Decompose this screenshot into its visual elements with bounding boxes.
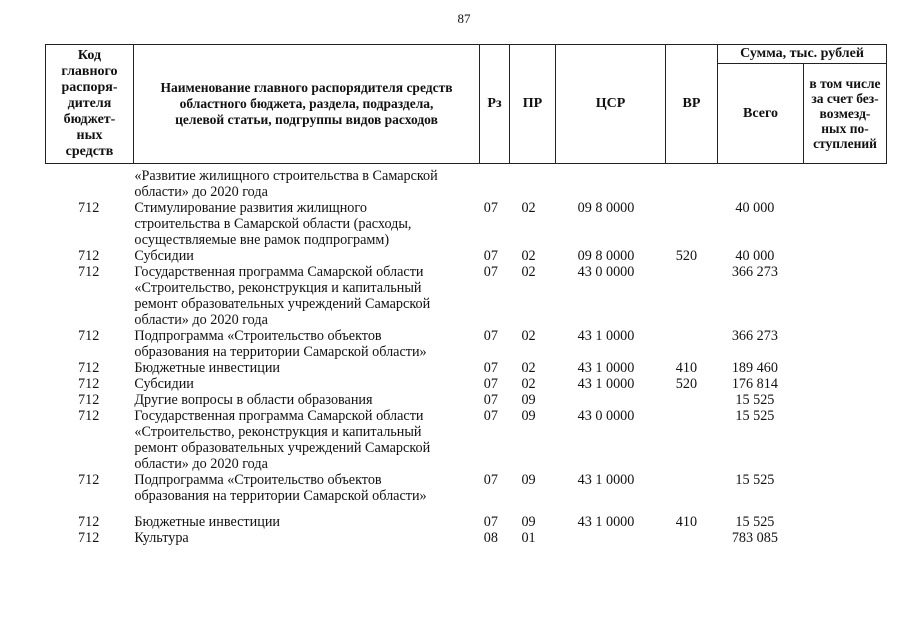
table-row: 712 Субсидии 07 02 43 1 0000 520 176 814 [78,376,778,392]
table-row: 712 Бюджетные инвестиции 07 02 43 1 0000 410 189 460 [78,360,778,376]
header-pr: ПР [510,45,556,164]
table-header [45,44,887,164]
header-code: Код главного распоря- дителя бюджет- ных средств [46,45,134,164]
header-sum: Сумма, тыс. рублей [718,45,887,64]
header-name: Наименование главного распорядителя средств областного бюджета, раздела, подраздела, целевой статьи, подгруппы видов расходов [134,45,480,164]
page-number: 87 [457,11,471,26]
table-row: 712 Государственная программа Самарской области «Строительство, реконструкция и капитальный ремонт образовательных учреждений Самарской области» до 2020 года 07 09 43 0 0000 15 525 [78,408,775,472]
header-free: в том числе за счет без- возмезд- ных по- ступлений [804,64,887,164]
table-row: «Развитие жилищного строительства в Самарской области» до 2020 года [134,168,438,200]
table-row: 712 Государственная программа Самарской области «Строительство, реконструкция и капитальный ремонт образовательных учреждений Самарской области» до 2020 года 07 02 43 0 0000 366 273 [78,264,778,328]
table-body [45,168,880,546]
table-row: 712 Субсидии 07 02 09 8 0000 520 40 000 [78,248,775,264]
table-row: 712 Культура 08 01 783 085 [78,530,778,546]
table-row: 712 Стимулирование развития жилищного строительства в Самарской области (расходы, осуществляемые вне рамок подпрограмм) 07 02 09 8 0000 40 000 [78,200,775,248]
header-rz: Рз [480,45,510,164]
table-row: 712 Подпрограмма «Строительство объектов образования на территории Самарской области» 07 02 43 1 0000 366 273 [78,328,778,360]
header-csr: ЦСР [556,45,666,164]
header-total: Всего [718,64,804,164]
table-row: 712 Бюджетные инвестиции 07 09 43 1 0000 410 15 525 [78,514,775,530]
header-vr: ВР [666,45,718,164]
table-row: 712 Подпрограмма «Строительство объектов образования на территории Самарской области» 07 09 43 1 0000 15 525 [78,472,775,504]
table-row: 712 Другие вопросы в области образования 07 09 15 525 [78,392,775,408]
